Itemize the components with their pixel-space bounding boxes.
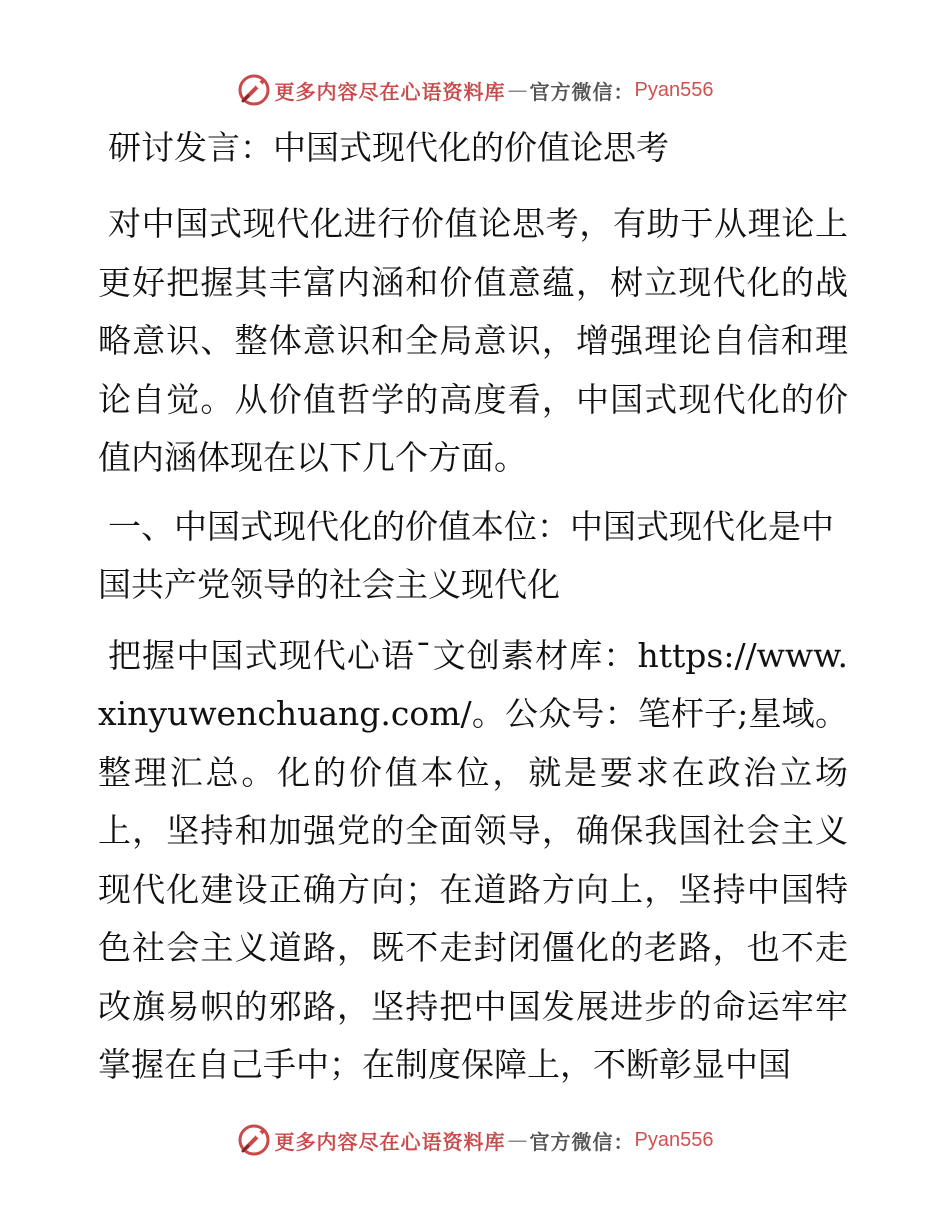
intro-paragraph xyxy=(98,195,850,488)
banner-library-text: 更多内容尽在心语资料库 xyxy=(274,1129,506,1154)
section1-paragraph xyxy=(98,627,850,1095)
intro-text: 对中国式现代化进行价值论思考，有助于从理论上更好把握其丰富内涵和价值意蕴，树立现代化的战略意识、整体意识和全局意识，增强理论自信和理论自觉。从价值哲学的高度看，中国式现代化的价值内涵体现在以下几个方面。 xyxy=(98,204,848,477)
banner-wechat-label: 官方微信： xyxy=(529,79,635,104)
banner-library-text: 更多内容尽在心语资料库 xyxy=(274,79,506,104)
section1-heading xyxy=(98,498,850,615)
banner-dash: — xyxy=(507,1128,528,1152)
footer-banner xyxy=(0,1120,950,1160)
pen-logo-icon xyxy=(237,1123,271,1157)
banner-wechat-id: Pyan556 xyxy=(634,1128,714,1151)
banner-wechat-id: Pyan556 xyxy=(634,78,714,101)
banner-wechat-label: 官方微信： xyxy=(529,1129,635,1154)
header-banner xyxy=(0,70,950,110)
document-body xyxy=(98,123,850,1105)
pen-logo-icon xyxy=(237,73,271,107)
section1-text: 把握中国式现代心语¯文创素材库：https://www.xinyuwenchuang.com/。公众号：笔杆子;星域。整理汇总。化的价值本位，就是要求在政治立场上，坚持和加强党的全面领导，确保我国社会主义现代化建设正确方向；在道路方向上，坚持中国特色社会主义道路，既不走封闭僵化的老路，也不走改旗易帜的邪路，坚持把中国发展进步的命运牢牢掌握在自己手中；在制度保障上，不断彰显中国 xyxy=(98,635,848,1084)
document-title: 研讨发言：中国式现代化的价值论思考 xyxy=(108,128,669,167)
section1-heading-text: 一、中国式现代化的价值本位：中国式现代化是中国共产党领导的社会主义现代化 xyxy=(98,506,834,604)
banner-dash: — xyxy=(507,78,528,102)
